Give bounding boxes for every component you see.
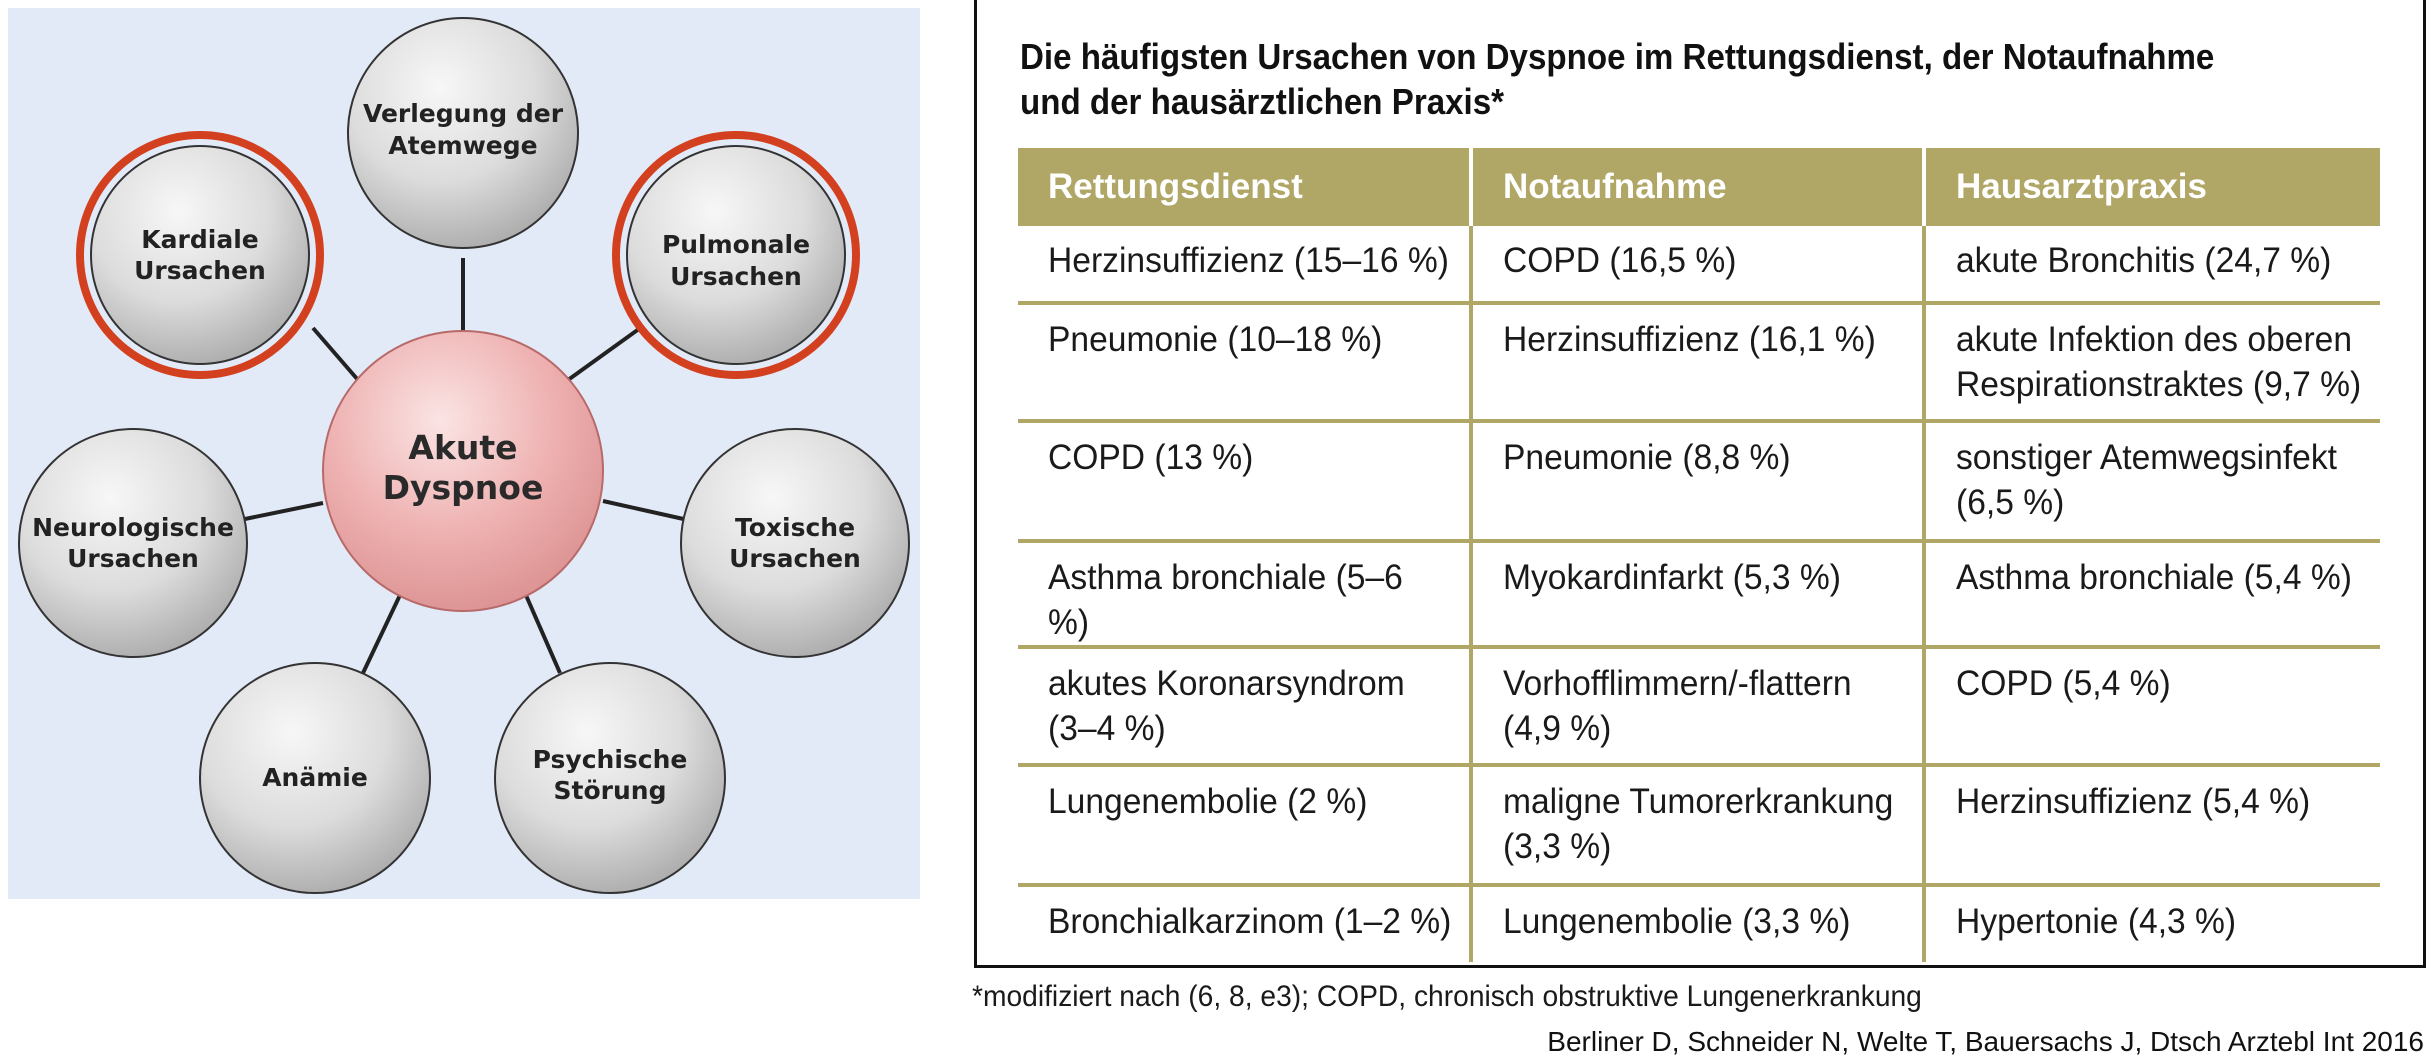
- footnote: *modifiziert nach (6, 8, e3); COPD, chronisch obstruktive Lungenerkrankung: [972, 980, 1922, 1013]
- node-cardiac-label-1: Kardiale: [141, 225, 259, 254]
- node-pulmonary-label-2: Ursachen: [670, 262, 802, 291]
- node-airway-label-1: Verlegung der: [362, 99, 564, 128]
- node-airway: [348, 18, 578, 248]
- node-psych-label-2: Störung: [553, 776, 667, 805]
- node-toxic-label-1: Toxische: [734, 513, 856, 542]
- table-cell: akute Bronchitis (24,7 %): [1924, 226, 2380, 303]
- table-cell: Bronchialkarzinom (1–2 %): [1018, 885, 1471, 962]
- table-title-line-2: und der hausärztlichen Praxis*: [1020, 81, 1505, 122]
- table-cell: Hypertonie (4,3 %): [1956, 902, 2237, 941]
- table-cell: maligne Tumorerkrankung (3,3 %): [1471, 765, 1924, 885]
- node-anemia: [200, 663, 430, 893]
- citation: Berliner D, Schneider N, Welte T, Bauersachs J, Dtsch Arztebl Int 2016: [1547, 1026, 2424, 1057]
- table-cell: Asthma bronchiale (5,4 %): [1924, 541, 2380, 647]
- node-psych-label-1: Psychische: [532, 745, 688, 774]
- table-cell: COPD (5,4 %): [1924, 647, 2380, 765]
- center-label-2: Dyspnoe: [382, 468, 544, 507]
- node-cardiac: [80, 135, 320, 375]
- dyspnoe-causes-diagram: [8, 8, 920, 899]
- causes-table: [1018, 148, 2380, 962]
- table-cell: akute Infektion des oberen Respirationstraktes (9,7 %): [1924, 303, 2380, 421]
- table-cell: Herzinsuffizienz (5,4 %): [1924, 765, 2380, 885]
- node-psych: [495, 663, 725, 893]
- header-rettungsdienst: Rettungsdienst: [1018, 148, 1471, 226]
- table-header-row: [1018, 148, 2380, 226]
- table-row: [1018, 647, 2380, 765]
- table-cell: Pneumonie (8,8 %): [1471, 421, 1924, 541]
- table-row: [1018, 541, 2380, 647]
- table-cell: akutes Koronarsyndrom (3–4 %): [1018, 647, 1471, 765]
- table-row: [1018, 885, 2380, 962]
- table-cell: Myokardinfarkt (5,3 %): [1471, 541, 1924, 647]
- table-cell: COPD (13 %): [1018, 421, 1471, 541]
- table-row: [1018, 226, 2380, 303]
- table-cell: Lungenembolie (2 %): [1018, 765, 1471, 885]
- table-cell: Herzinsuffizienz (15–16 %): [1018, 226, 1471, 303]
- node-neuro-label-2: Ursachen: [67, 544, 199, 573]
- node-cardiac-label-2: Ursachen: [134, 256, 266, 285]
- node-airway-label-2: Atemwege: [388, 131, 538, 160]
- center-node: [323, 331, 603, 611]
- header-hausarztpraxis: Hausarztpraxis: [1924, 148, 2380, 226]
- table-cell: sonstiger Atemwegsinfekt (6,5 %): [1924, 421, 2380, 541]
- table-cell: Vorhofflimmern/-flattern (4,9 %): [1471, 647, 1924, 765]
- table-row: [1018, 421, 2380, 541]
- header-notaufnahme: Notaufnahme: [1471, 148, 1924, 226]
- table-cell: Lungenembolie (3,3 %): [1471, 885, 1924, 962]
- node-neuro-label-1: Neurologische: [32, 513, 234, 542]
- table-title-line-1: Die häufigsten Ursachen von Dyspnoe im Rettungsdienst, der Notaufnahme: [1020, 36, 2215, 77]
- table-cell: Asthma bronchiale (5–6 %): [1018, 541, 1471, 647]
- table-cell: Herzinsuffizienz (16,1 %): [1471, 303, 1924, 421]
- node-pulmonary-label-1: Pulmonale: [661, 230, 811, 259]
- table-cell: COPD (16,5 %): [1471, 226, 1924, 303]
- table-title: [1020, 34, 2271, 124]
- node-pulmonary: [616, 135, 856, 375]
- node-toxic-label-2: Ursachen: [729, 544, 861, 573]
- table-cell: Pneumonie (10–18 %): [1018, 303, 1471, 421]
- table-row: [1018, 765, 2380, 885]
- center-label-1: Akute: [408, 428, 518, 467]
- table-row: [1018, 303, 2380, 421]
- node-neuro: [19, 429, 247, 657]
- node-anemia-label: Anämie: [262, 763, 368, 792]
- node-toxic: [681, 429, 909, 657]
